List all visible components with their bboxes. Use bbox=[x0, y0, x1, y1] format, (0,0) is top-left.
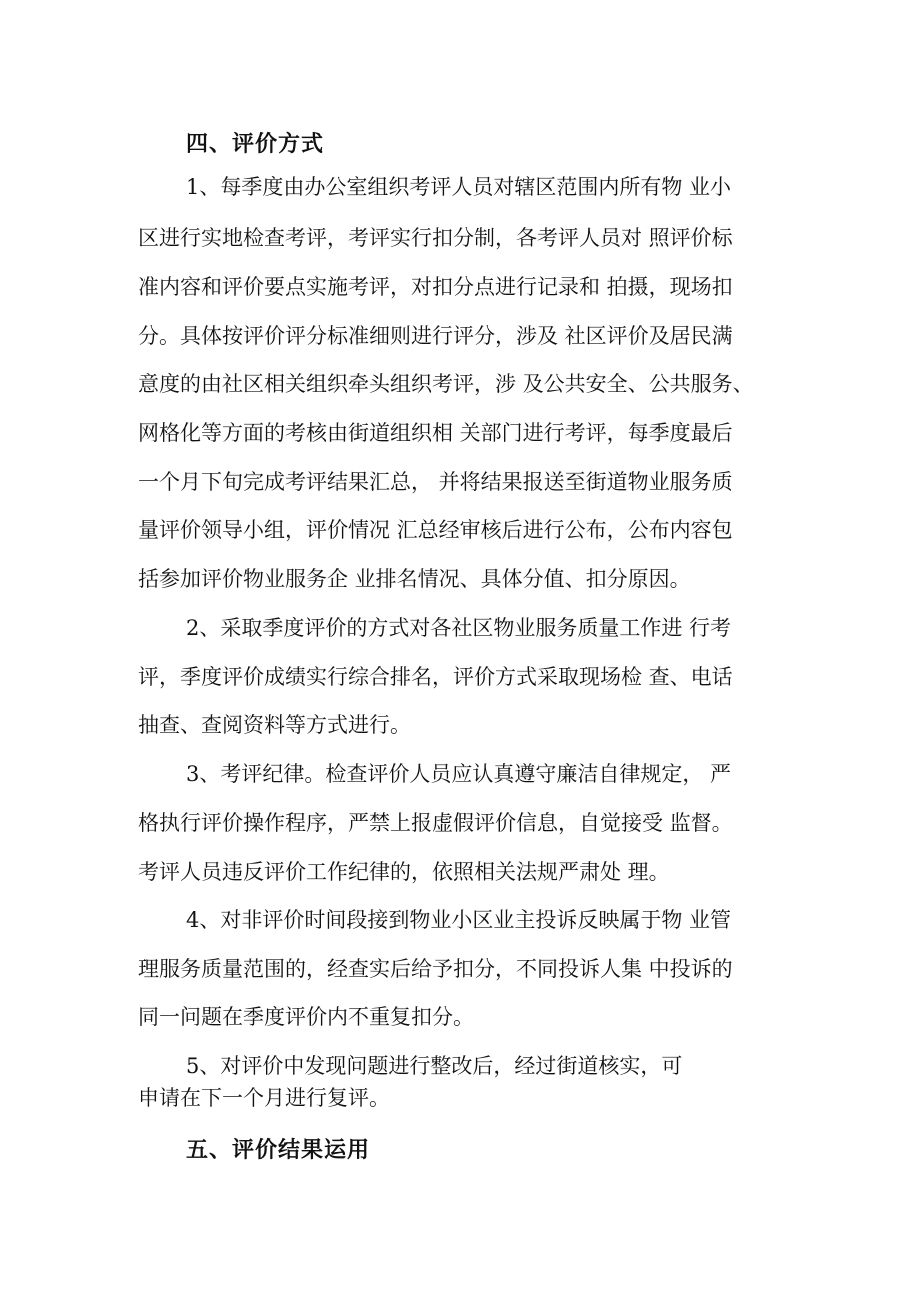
paragraph-1-line-9: 括参加评价物业服务企 业排名情况、具体分值、扣分原因。 bbox=[138, 567, 691, 591]
section-5-heading: 五、评价结果运用 bbox=[186, 1138, 371, 1163]
paragraph-3-line-2: 格执行评价操作程序，严禁上报虚假评价信息，自觉接受 监督。 bbox=[138, 811, 733, 835]
paragraph-1-line-1: 1、每季度由办公室组织考评人员对辖区范围内所有物 业小 bbox=[186, 175, 732, 199]
paragraph-2-line-2: 评，季度评价成绩实行综合排名，评价方式采取现场检 查、电话 bbox=[138, 665, 733, 689]
paragraph-1-line-3: 准内容和评价要点实施考评，对扣分点进行记录和 拍摄，现场扣 bbox=[138, 275, 733, 299]
paragraph-1-line-2: 区进行实地检查考评，考评实行扣分制，各考评人员对 照评价标 bbox=[138, 226, 733, 250]
paragraph-1-line-6: 网格化等方面的考核由街道组织相 关部门进行考评，每季度最后 bbox=[138, 421, 733, 445]
paragraph-1-line-7: 一个月下旬完成考评结果汇总， 并将结果报送至街道物业服务质 bbox=[138, 470, 733, 494]
paragraph-4-line-2: 理服务质量范围的，经查实后给予扣分，不同投诉人集 中投诉的 bbox=[138, 957, 733, 981]
paragraph-1-line-5: 意度的由社区相关组织牵头组织考评，涉 及公共安全、公共服务、 bbox=[138, 372, 754, 396]
paragraph-5-line-2: 申请在下一个月进行复评。 bbox=[138, 1086, 390, 1110]
section-4-heading: 四、评价方式 bbox=[186, 132, 325, 157]
paragraph-2-line-1: 2、采取季度评价的方式对各社区物业服务质量工作进 行考 bbox=[186, 616, 732, 640]
paragraph-3-line-3: 考评人员违反评价工作纪律的，依照相关法规严肃处 理。 bbox=[138, 860, 670, 884]
paragraph-4-line-1: 4、对非评价时间段接到物业小区业主投诉反映属于物 业管 bbox=[186, 908, 732, 932]
paragraph-1-line-4: 分。具体按评价评分标准细则进行评分，涉及 社区评价及居民满 bbox=[138, 324, 733, 348]
paragraph-2-line-3: 抽查、查阅资料等方式进行。 bbox=[138, 713, 411, 737]
paragraph-5-line-1: 5、对评价中发现问题进行整改后，经过街道核实，可 bbox=[186, 1054, 683, 1078]
paragraph-1-line-8: 量评价领导小组，评价情况 汇总经审核后进行公布，公布内容包 bbox=[138, 518, 733, 542]
paragraph-4-line-3: 同一问题在季度评价内不重复扣分。 bbox=[138, 1005, 474, 1029]
paragraph-3-line-1: 3、考评纪律。检查评价人员应认真遵守廉洁自律规定， 严 bbox=[186, 762, 732, 786]
